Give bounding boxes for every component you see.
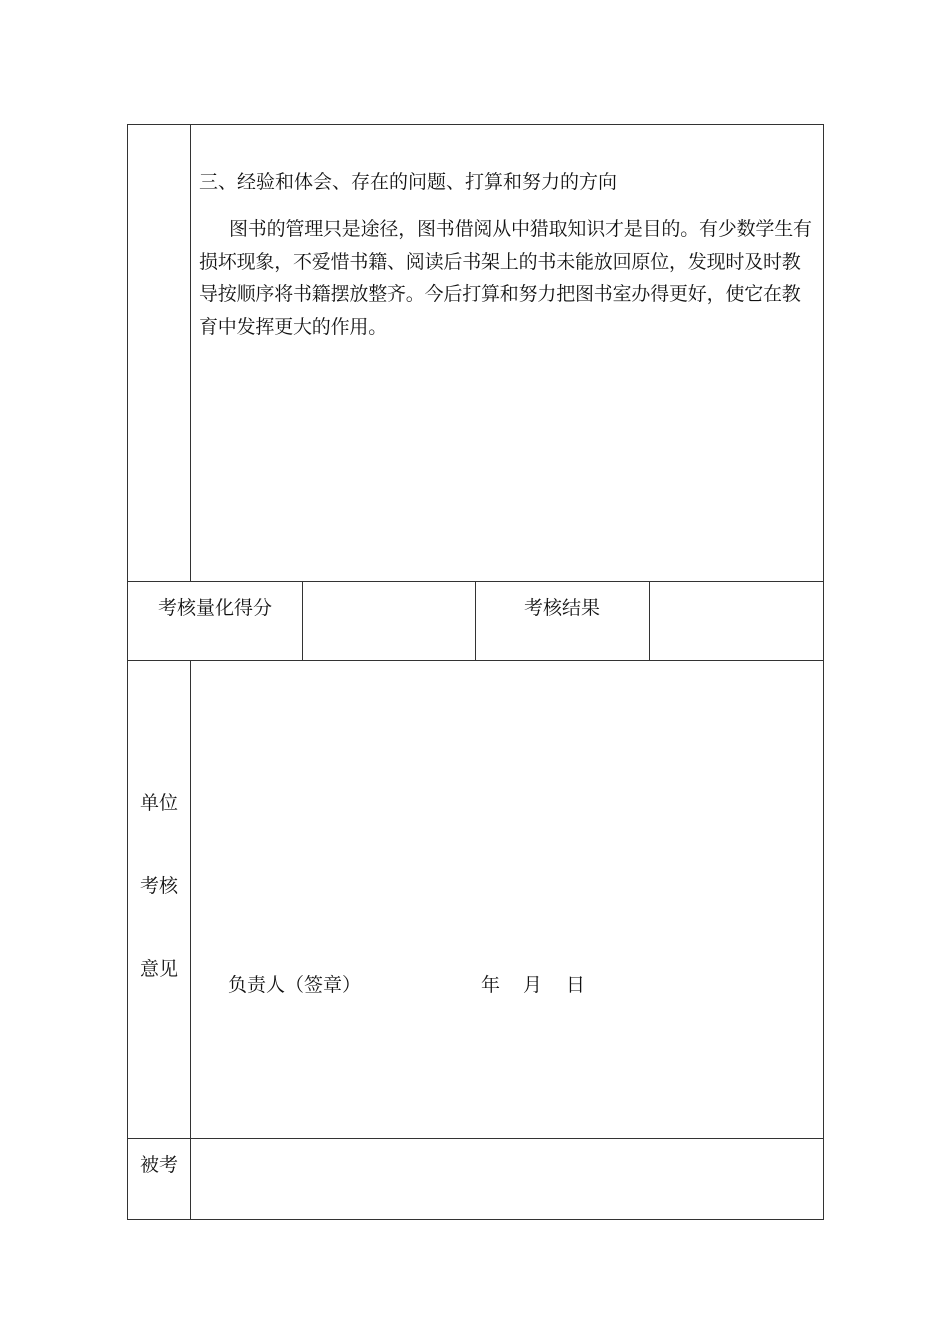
unit-opinion-label-line3: 意见 [139, 958, 178, 980]
row-divider-bottom [190, 1138, 823, 1139]
date-day-label: 日 [566, 974, 586, 996]
col-divider-bottom-left [190, 660, 191, 1219]
score-label: 考核量化得分 [157, 597, 272, 619]
signer-label: 负责人（签章） [228, 974, 362, 996]
date-month-label: 月 [523, 974, 543, 996]
row-divider-bottom-left [128, 1138, 190, 1139]
result-label: 考核结果 [523, 597, 600, 619]
row-divider-opinion [128, 660, 823, 661]
col-divider-top-left [190, 125, 191, 581]
appraisal-form-table [127, 124, 824, 1220]
section-body-paragraph: 图书的管理只是途径，图书借阅从中猎取知识才是目的。有少数学生有损坏现象，不爱惜书籍、阅读后书架上的书未能放回原位，发现时及时教导按顺序将书籍摆放整齐。今后打算和努力把图书室办得更好，使它在教育中发挥更大的作用。 [199, 218, 812, 338]
bottom-row-label: 被考 [139, 1154, 178, 1176]
date-year-label: 年 [481, 974, 501, 996]
section-heading: 三、经验和体会、存在的问题、打算和努力的方向 [199, 171, 618, 193]
score-value-cell[interactable] [304, 592, 474, 652]
col-divider-score-3 [649, 581, 650, 660]
unit-opinion-label-line2: 考核 [139, 875, 178, 897]
result-value-cell[interactable] [651, 592, 821, 652]
unit-opinion-label-line1: 单位 [139, 792, 178, 814]
col-divider-score-1 [302, 581, 303, 660]
